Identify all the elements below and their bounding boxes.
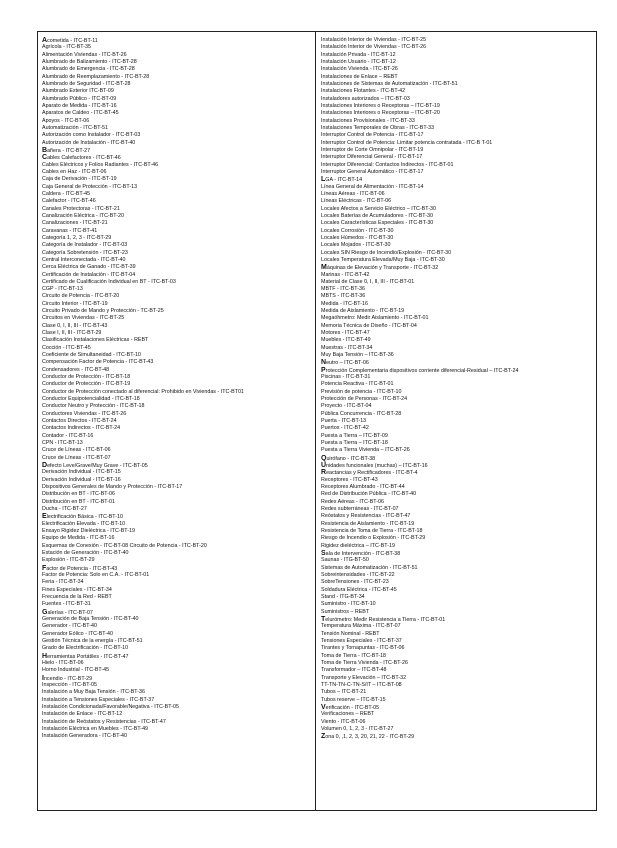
index-entry [42,462,312,469]
index-entry: MBTS - ITC-BT-36 [321,293,366,300]
index-entry: Canalizaciones - ITC-BT-21 [42,220,108,227]
index-entry: SobreTensiones - ITC-BT-23 [321,579,389,586]
index-entry: Interruptor Control de Potencia: Limitar potencia contratada - ITC-B T-01 [321,139,493,146]
index-column-left [42,37,312,741]
index-entry [321,704,591,711]
index-entry: Saunas - ITG-BT-50 [321,557,369,564]
index-entry: Protección de Personas - ITC-BT-24 [321,396,408,403]
index-entry: Suministro - ITC-BT-10 [321,601,376,608]
index-entry [321,367,591,374]
index-entry [42,675,312,682]
index-entry-text: cometida - ITC-BT-11 [47,38,98,44]
index-entry: Instalaciones de Sistemas de Automatización - ITC-BT-51 [321,80,458,87]
index-entry: Memoria Técnica de Diseño - ITC-BT-04 [321,322,417,329]
index-entry: Calefactor - ITC-BT-46 [42,198,96,205]
index-entry [321,462,591,469]
index-entry: Cerca Eléctrica de Ganado - ITC-BT-39 [42,264,136,271]
section-initial: U [321,462,327,470]
index-entry: Redes subterráneas - ITC-BT-07 [321,506,399,512]
index-entry: Aparatos de Caldeo - ITC-BT-45 [42,110,119,117]
index-entry: Alumbrado de Reemplazamiento - ITC-BT-28 [42,73,150,80]
index-entry: Tensiones Especiales - ITC-BT-37 [321,637,402,644]
index-entry: Distribución en BT - ITC-BT-01 [42,498,115,505]
index-entry: Tubos – ITC-BT-21 [321,689,367,696]
index-entry: Conductor de Protección - ITC-BT-18 [42,374,131,381]
index-entry: Alumbrado Público - ITC-BT-09 [42,95,117,102]
index-entry: Receptores Alumbrado - ITC-BT-44 [321,484,405,491]
index-entry: Alumbrado de Emergencia - ITC-BT-28 [42,66,135,73]
index-entry: Instalación Condicionada/Favorable/Negativa - ITC-BT-05 [42,703,179,710]
index-entry: Categoría Sobretensión - ITC-BT-23 [42,249,128,256]
index-entry-text: ala de Intervención - ITC-BT-38 [325,550,401,557]
index-entry: Dispositivos Generales de Mando y Protección - ITC-BT-17 [42,484,183,491]
section-initial: P [321,366,326,374]
index-entry: Previsión de potencia - ITC-BT-10 [321,388,402,395]
index-entry: Pública Concurrencia - ITC-BT-28 [321,410,402,417]
index-entry: Feria - ITC-BT-34 [42,579,84,586]
index-entry: Distribución en BT - ITC-BT-06 [42,491,115,498]
index-entry-text: efecto Leve/Grave/Muy Grave - ITC-BT-05 [47,463,148,470]
index-entry-text: nidades funcionales (muchas) – ITC-BT-16 [326,463,428,470]
index-entry-text: eutro – ITC-BT-06 [326,360,369,367]
index-entry-text: ona 0, ,1, 2, 3, 20, 21, 22 - ITC-BT-29 [325,734,415,741]
index-entry: Instaladores autorizados – ITC-BT-03 [321,95,410,102]
index-entry-text: áquinas de Elevación y Transporte - ITC-BT-32 [326,265,439,272]
index-entry: Instalación Eléctrica en Muebles - ITC-BT-49 [42,725,149,732]
index-entry-text: rotección Complementaria dispositivos corriente diferencial-Residual – ITC-BT-24 [325,367,519,374]
index-entry: Agrícola - ITC-BT-35 [42,44,91,51]
index-entry [321,359,591,366]
index-entry: Muebles - ITC-BT-49 [321,337,371,344]
index-entry: Central Interconectada - ITC-BT-40 [42,256,126,263]
index-entry: Clase 0, I, II, III - ITC-BT-43 [42,322,108,329]
index-entry: Stand - ITG-BT-34 [321,593,365,600]
index-entry: Redes Aéreas - ITC-BT-06 [321,498,384,505]
index-entry: Resistencia de Toma de Tierra - ITC-BT-18 [321,527,423,534]
index-entry: Sobreintensidades - ITC-BT-22 [321,571,395,578]
index-entry: Interruptor Diferencial General - ITC-BT-17 [321,154,423,161]
index-entry: Compensación Factor de Potencia - ITC-BT-43 [42,359,154,366]
index-entry: Locales SIN Riesgo de Incendio/Explosión - ITC-BT-30 [321,249,452,256]
index-entry: Conductor de Protección conectado al diferencial: Prohibido en Viviendas - ITC-BT01 [42,388,244,395]
section-initial: T [321,615,326,623]
index-entry-text: eactancias y Rectificadores - ITC-BT-4 [326,470,418,477]
index-entry: Viento - ITC-BT-06 [321,718,366,725]
section-initial: E [42,513,47,521]
index-entry: Ducha - ITC-BT-27 [42,506,87,512]
index-entry: Material de Clase 0, I, II, III - ITC-BT-01 [321,278,415,285]
index-entry: Potencia Reactiva - ITC-BT-01 [321,381,394,388]
index-entry [42,147,312,154]
index-entry: Sistemas de Automatización - ITC-BT-51 [321,564,418,571]
section-initial: H [42,652,48,660]
index-entry-text: lectrificación Básica - ITC-BT-10 [46,514,123,521]
index-entry-text: GA - ITC-BT-14 [325,177,363,184]
section-initial: R [321,469,327,477]
index-entry: Instalaciones Flotantes - ITC-BT-42 [321,88,406,95]
index-entry: Muy Baja Tensión – ITC-BT-36 [321,352,394,359]
index-entry: Medida de Aislamiento - ITC-BT-19 [321,308,405,315]
index-entry: Electrificación Elevada - ITC-BT-10 [42,520,126,527]
index-entry: Ensayo Rigidez Dieléctrica - ITC-BT-19 [42,527,135,534]
index-entry: Conductor de Protección - ITC-BT-19 [42,381,131,388]
section-initial: Q [321,454,327,462]
index-entry: Cables en Haz - ITC-BT-06 [42,168,107,175]
index-entry: Generador - ITC-BT-40 [42,623,97,630]
index-entry: Líneas Eléctricas - ITC-BT-06 [321,198,392,205]
index-entry: Instalaciones Provisionales - ITC-BT-33 [321,117,415,124]
index-entry: Autorización de Instalación - ITC-BT-40 [42,139,136,146]
index-entry: Tirantes y Tornapuntas - ITC-BT-06 [321,645,405,652]
index-entry: Inspección - ITC-BT-05 [42,681,97,688]
index-entry [321,733,591,740]
index-entry: Rigidez dieléctrica – ITC-BT-19 [321,542,395,549]
index-entry: Clasificación Instalaciones Eléctricas - REBT [42,337,149,344]
index-entry: Puertos - ITC-BT-42 [321,425,369,432]
index-entry: Muestras - ITC-BT-34 [321,344,373,351]
index-entry: Hielo - ITC-BT-06 [42,659,84,666]
index-entry [42,565,312,572]
index-entry-text: actor de Potencia - ITC-BT-43 [46,565,118,572]
section-initial: N [321,359,327,367]
index-entry: Grado de Electrificación - ITC-BT-10 [42,645,129,652]
index-entry: Motores - ITC-BT-47 [321,330,370,337]
index-entry: Frecuencia de la Red - REBT [42,593,112,600]
index-entry: Horno Industrial - ITC-BT-45 [42,667,110,674]
index-entry: Alumbrado de Balizamiento - ITC-BT-28 [42,58,137,65]
index-entry: Tensión Nominal - REBT [321,630,380,637]
index-entry [42,609,312,616]
index-entry: TT-TN-TN-C-TN-S/IT – ITC-BT-08 [321,681,402,688]
index-entry: Circuito Interior - ITC-BT-19 [42,300,108,307]
index-entry: Instalación Privada - ITC-BT-12 [321,51,396,58]
index-entry: Puesta a Tierra Vivienda – ITC-BT-26 [321,447,410,454]
index-entry: Transporte y Elevación – ITC-BT-32 [321,674,407,681]
index-entry: Instalaciones Interiores o Receptoras – ITC-BT-20 [321,110,440,117]
index-entry [321,455,591,462]
index-entry: Cruce de Líneas - ITC-BT-07 [42,454,111,461]
index-entry: Volumen 0, 1, 2, 3 - ITC-BT-27 [321,725,394,732]
index-entry: Locales Características Especiales - ITC-BT-30 [321,220,434,227]
index-entry: Categoría de Instalador - ITC-BT-03 [42,242,128,249]
index-entry: Gestión Técnica de la energía - ITC-BT-51 [42,637,143,644]
index-entry [42,37,312,44]
index-entry: Puerta - ITC-BT-13 [321,418,367,425]
index-entry: Línea General de Alimentación - ITC-BT-14 [321,183,424,190]
index-entry: Contactos Directos - ITC-BT-24 [42,418,117,425]
index-entry: Instalaciones de Enlace – REBT [321,73,398,80]
index-entry: Locales Corrosión - ITC-BT-30 [321,227,394,234]
index-entry: Piscinas - ITC-BT-31 [321,374,371,381]
index-entry: Caravanas - ITC-BT-41 [42,227,98,234]
index-entry: Caja General de Protección - ITC-BT-13 [42,183,138,190]
index-entry: Caldera - ITC-BT-45 [42,190,91,197]
index-entry: Marinas - ITC-BT-42 [321,271,370,278]
index-entry: Certificación de Instalación - ITC-BT-04 [42,271,136,278]
index-entry: Contador - ITC-BT-16 [42,432,94,439]
index-entry-text: erificación - ITC-BT-05 [325,704,380,711]
index-entry: Locales Baterías de Acumuladores - ITC-BT-30 [321,212,433,219]
index-entry [321,176,591,183]
index-entry: Contactos Indirectos - ITC-BT-24 [42,425,121,432]
index-entry [321,264,591,271]
index-entry: Condensadores - ITC-BT-48 [42,366,110,373]
index-entry: Riesgo de Incendio o Explosión - ITC-BT-29 [321,535,426,542]
section-initial: M [321,264,327,272]
index-entry: Tubos reserve – ITC-BT-15 [321,696,386,703]
index-entry: Locales Húmedos - ITC-BT-30 [321,234,394,241]
index-entry: Fuentes - ITC-BT-31 [42,601,91,608]
index-entry: Medida - ITC-BT-16 [321,300,368,307]
index-entry: Explosión - ITC-BT-29 [42,557,95,564]
index-entry-text: añera - ITC-BT-27 [47,147,91,154]
index-entry: Generador Eólico - ITC-BT-40 [42,630,113,637]
index-entry: Interruptor General Automático - ITC-BT-17 [321,168,424,175]
index-entry: Caja de Derivación - ITC-BT-19 [42,176,117,183]
index-entry: Instalación Vivienda - ITC-BT-26 [321,66,398,73]
index-entry: Canales Protectoras - ITC-BT-21 [42,205,120,212]
index-entry: Instalación Usuario - ITC-BT-12 [321,58,396,65]
section-initial: G [42,608,48,616]
index-entry: Interruptor Control de Potencia - ITC-BT-17 [321,132,424,139]
index-entry: Instalación a Muy Baja Tensión - ITC-BT-36 [42,689,145,696]
index-entry: Soldadura Eléctrica - ITC-BT-45 [321,586,397,593]
index-entry [321,550,591,557]
index-entry: Instalación Interior de Viviendas - ITC-BT-25 [321,37,427,43]
index-entry: Locales Mojados - ITC-BT-30 [321,242,391,249]
index-entry: Instalación Generadora - ITC-BT-40 [42,733,127,740]
index-entry: Conductor Neutro y Protección - ITC-BT-18 [42,403,145,410]
index-entry: Factor de Potencia: Solo en C.A. - ITC-BT-01 [42,571,150,578]
index-entry-text: uirófano - ITC-BT-38 [326,455,376,462]
index-entry-text: erramientas Portátiles - ITC-BT-47 [47,653,129,660]
index-entry: Conductores Viviendas - ITC-BT-26 [42,410,127,417]
index-entry: Proyecto - ITC-BT-04 [321,403,372,410]
index-entry: Cables Eléctricos y Folios Radiantes - ITC-BT-46 [42,161,159,168]
index-entry: Reóstatos y Resistencias - ITC-BT-47 [321,513,411,520]
index-entry: Líneas Aéreas - ITC-BT-06 [321,190,385,197]
index-entry: Generación de Baja Tensión - ITC-BT-40 [42,615,139,622]
index-entry-text: ncendio - ITC-BT-29 [43,675,93,682]
index-entry [321,469,591,476]
index-entry-text: elurómetro: Medir Resistencia a Tierra - ITC-BT-01 [325,616,446,623]
section-initial: Z [321,733,326,741]
section-initial: F [42,564,47,572]
index-entry: Instalaciones Interiores o Receptoras – ITC-BT-19 [321,102,440,109]
index-entry [42,154,312,161]
index-entry-text: alerías - ITC-BT-07 [47,609,93,616]
index-entry: Instalaciones Temporales de Obras - ITC-BT-33 [321,124,435,131]
index-entry: Apoyos - ITC-BT-06 [42,117,90,124]
index-entry: Suministros – REBT [321,608,370,615]
index-entry: Alumbrado de Seguridad - ITC-BT-28 [42,80,131,87]
index-entry: Estación de Generación - ITC-BT-40 [42,549,129,556]
index-entry: Puesta a Tierra – ITC-BT-09 [321,432,388,439]
index-entry: CPN - ITC-BT-13 [42,440,83,447]
index-entry: Automatización - ITC-BT-51 [42,124,108,131]
index-entry: Coeficiente de Simultaneidad - ITC-BT-10 [42,352,141,359]
index-entry: Locales Temperatura Elevada/Muy Baja - ITC-BT-30 [321,256,445,263]
index-entry: Circuito de Potencia - ITC-BT-20 [42,293,120,300]
index-entry: Conductor Equipotencialidad - ITC-BT-18 [42,396,140,403]
column-divider [315,31,316,811]
index-entry: Autorización como Instalador - ITC-BT-03 [42,132,141,139]
index-entry: Equipo de Medida - ITC-BT-16 [42,535,115,542]
index-entry: Instalación Interior de Viviendas - ITC-BT-26 [321,44,427,51]
index-entry: Cruce de Líneas - ITC-BT-06 [42,447,111,454]
index-entry [42,653,312,660]
index-entry: Derivación Individual - ITC-BT-16 [42,476,121,483]
index-entry: Toma de Tierra Vivienda - ITC-BT-26 [321,659,408,666]
section-initial: C [42,154,48,162]
index-entry: CGP - ITC-BT-13 [42,286,83,293]
index-entry: Instalación de Enlace - ITC-BT-12 [42,711,123,718]
section-initial: I [42,674,44,682]
index-entry [321,616,591,623]
index-entry: Interruptor de Corte Omnipolar - ITC-BT-19 [321,146,424,153]
index-entry: Cocción - ITC-BT-45 [42,344,91,351]
section-initial: A [42,37,48,44]
section-initial: D [42,462,48,470]
index-entry: Puesta a Tierra – ITC-BT-18 [321,440,388,447]
index-entry-text: ables Calefactores - ITC-BT-46 [47,155,121,162]
index-entry: Circuito Privado de Mando y Protección - TC-BT-25 [42,308,164,315]
index-entry: Circuitos en Viviendas - ITC-BT-25 [42,315,125,322]
index-entry: Temperatura Máxima - ITC-BT-07 [321,623,401,630]
index-entry: Canalización Eléctrica - ITC-BT-20 [42,212,124,219]
index-entry: Aparato de Medida - ITC-BT-16 [42,102,117,109]
index-entry: Resistencia de Aislamiento - ITC-BT-19 [321,520,415,527]
index-entry: Toma de Tierra - ITC-BT-18 [321,652,387,659]
index-entry: Derivación Individual - ITC-BT-15 [42,469,121,476]
index-entry: Clase I, II, III - ITC-BT-29 [42,330,102,337]
index-entry: Megaóhmetro: Medir Aislamiento - ITC-BT-01 [321,315,429,322]
index-entry: Locales Afectos a Servicio Eléctrico – ITC-BT-30 [321,205,436,212]
index-column-right [321,37,591,741]
index-entry [42,513,312,520]
index-entry: Transformador – ITC-BT-48 [321,667,387,674]
index-entry: Instalación de Reóstatos y Resistencias - ITC-BT-47 [42,718,166,725]
section-initial: L [321,176,326,184]
index-entry: Red de Distribución Pública - ITC-BT-40 [321,491,417,498]
section-initial: V [321,703,326,711]
index-entry: Esquemas de Conexión - ITC-BT-08 Circuito de Potencia - ITC-BT-20 [42,542,207,549]
index-entry: Certificado de Cualificación Individual en BT - ITC-BT-03 [42,278,176,285]
index-entry: Verificaciones – REBT [321,711,375,718]
index-entry: Fines Especiales - ITC-BT-34 [42,586,112,593]
section-initial: B [42,146,48,154]
section-initial: S [321,549,326,557]
index-entry: Receptores - ITC-BT-43 [321,476,378,483]
index-entry: Alumbrado Exterior ITC-BT-09 [42,88,114,95]
index-entry: Categoría 1, 2, 3 - ITC-BT-29 [42,234,112,241]
index-entry: Instalación a Tensiones Especiales - ITC-BT-37 [42,696,155,703]
index-entry: Interruptor Diferencial: Contactos Indirectos - ITC-BT-01 [321,161,454,168]
index-entry: Alimentación Viviendas - ITC-BT-26 [42,51,127,58]
index-entry: MBTF - ITC-BT-36 [321,286,365,293]
